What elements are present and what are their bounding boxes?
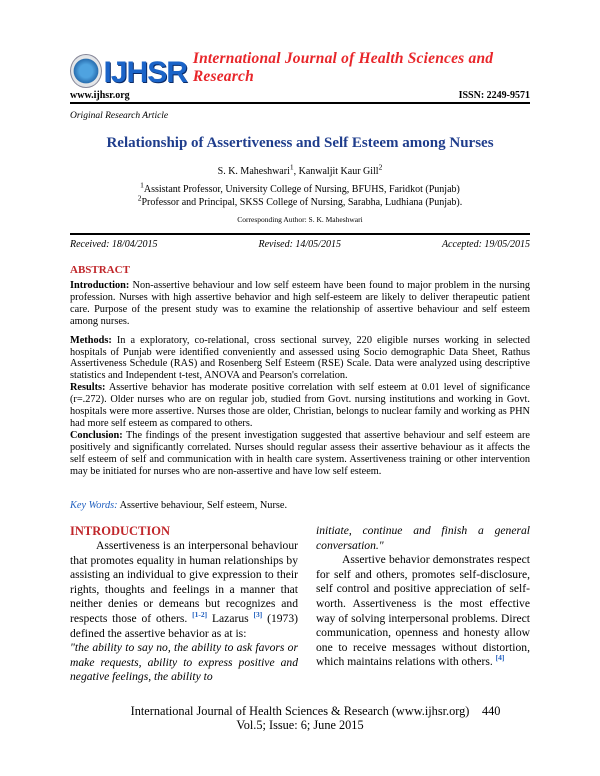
text: Lazarus: [207, 611, 254, 625]
text: Assertiveness is an interpersonal behaviour that promotes equality in human relationships by assisting an individual to give expression to their rights, thoughts and feelings in a manner that neither denies or demeans but recognizes and respects those of others.: [70, 539, 298, 625]
issn: ISSN: 2249-9571: [458, 90, 530, 101]
authors: [0, 162, 600, 177]
keywords: [70, 500, 287, 511]
header-divider: [70, 102, 530, 104]
section-text: Non-assertive behaviour and low self esteem have been found to major problem in the nursing profession. Nurses with high assertive behavior and high self-esteem are likely to deliver therapeutic patient care. Purpose of the present study was to examine the relationship of assertive behaviour and self esteem among nurses.: [70, 280, 530, 327]
abstract-results: [70, 382, 530, 430]
section-text: In a exploratory, co-relational, cross sectional survey, 220 eligible nurses working in selected hospitals of Punjab were identified conveniently and assessed using Socio demographic Data Sheet, Rathus Assertiveness Schedule (RAS) and Rosenberg Self Esteem (RSE) Scale. Data were analyzed using descriptive statistics and Independent t-test, ANOVA and Pearson's correlation.: [70, 334, 530, 382]
section-label: Conclusion:: [70, 429, 123, 441]
affiliation-text: Professor and Principal, SKSS College of Nursing, Sarabha, Ludhiana (Punjab).: [141, 197, 463, 208]
citation-link[interactable]: [4]: [495, 653, 505, 663]
journal-logo-banner: [70, 52, 530, 88]
intro-paragraph-1: [70, 539, 298, 641]
quote-part-1: "the ability to say no, the ability to ask favors or make requests, ability to express positive and negative feelings, the ability to: [70, 641, 298, 684]
received-date: Received: 18/04/2015: [70, 239, 158, 250]
abstract-body: [70, 280, 530, 478]
globe-logo-icon: [70, 54, 102, 88]
author-2: Kanwaljit Kaur Gill: [298, 166, 379, 177]
citation-link[interactable]: [1-2]: [192, 610, 208, 620]
footer-issue: Vol.5; Issue: 6; June 2015: [236, 718, 364, 732]
affiliation-text: Assistant Professor, University College of Nursing, BFUHS, Faridkot (Punjab): [143, 184, 460, 195]
abstract-heading: ABSTRACT: [70, 264, 130, 276]
text: Assertive behavior demonstrates respect for self and others, promotes self-disclosure, self control and positive appreciation of self-worth. Assertiveness is the most effective way of solving interpersonal problems. Direct communication, openness and honesty allow one to receive messages without distortion, which maintains relations with others.: [316, 553, 530, 669]
section-label: Introduction:: [70, 280, 130, 291]
article-type: Original Research Article: [70, 111, 169, 121]
keywords-label: Key Words:: [70, 500, 118, 511]
affiliation-2: [0, 193, 600, 209]
footer-journal: International Journal of Health Sciences & Research (www.ijhsr.org): [130, 704, 470, 718]
author-sep: ,: [293, 166, 299, 177]
section-label: Methods:: [70, 334, 112, 346]
abstract-methods: [70, 335, 530, 383]
author-1: S. K. Maheshwari: [217, 166, 290, 177]
author-2-sup: 2: [378, 162, 383, 172]
citation-link[interactable]: [3]: [253, 610, 263, 620]
section-text: Assertive behavior has moderate positive correlation with self esteem at 0.01 level of significance (r=.272). Older nurses who are on regular job, studied from Govt. nursing institutions and working in Govt. hospitals were more assertive. Nurses those are older, Christian, belongs to nuclear family and working as PHN had more self esteem as compared to others.: [70, 382, 530, 429]
accepted-date: Accepted: 19/05/2015: [441, 239, 530, 250]
abstract-conclusion: [70, 430, 530, 478]
introduction-heading: INTRODUCTION: [70, 524, 171, 538]
page-number: 440: [482, 704, 501, 718]
journal-name: International Journal of Health Sciences and Research: [192, 50, 494, 85]
intro-paragraph-2: [316, 553, 530, 670]
column-right: [316, 524, 530, 670]
logo-text: IJHSR: [103, 56, 187, 89]
section-label: Results:: [70, 382, 106, 394]
affiliation-1: [0, 180, 600, 196]
affiliation-sup: 1: [140, 180, 144, 190]
dates-divider: [70, 233, 530, 235]
author-1-sup: 1: [289, 162, 294, 172]
footer: [0, 704, 600, 732]
revised-date: Revised: 14/05/2015: [258, 239, 341, 250]
column-left: [70, 524, 298, 685]
dates-row: [70, 239, 530, 250]
text: (1973) defined the assertive behavior as at is:: [70, 611, 298, 640]
section-text: The findings of the present investigation suggested that assertive behaviour and self esteem are positively and significantly correlated. Nurses should regular assess their assertive behaviour as it affects the self esteem of self and communication with in health care system. Assertiveness training or other intervention may be initiated for nurses who are non-assertive and have low self esteem.: [70, 429, 530, 477]
website-link[interactable]: www.ijhsr.org: [70, 90, 130, 101]
corresponding-author: Corresponding Author: S. K. Maheshwari: [237, 215, 363, 224]
affiliation-sup: 2: [137, 193, 142, 203]
affiliations: [0, 180, 600, 209]
keywords-text: Assertive behaviour, Self esteem, Nurse.: [117, 500, 288, 511]
paper-title: Relationship of Assertiveness and Self Esteem among Nurses: [106, 135, 494, 151]
abstract-introduction: [70, 280, 530, 328]
quote-part-2: initiate, continue and finish a general conversation.": [316, 524, 530, 552]
